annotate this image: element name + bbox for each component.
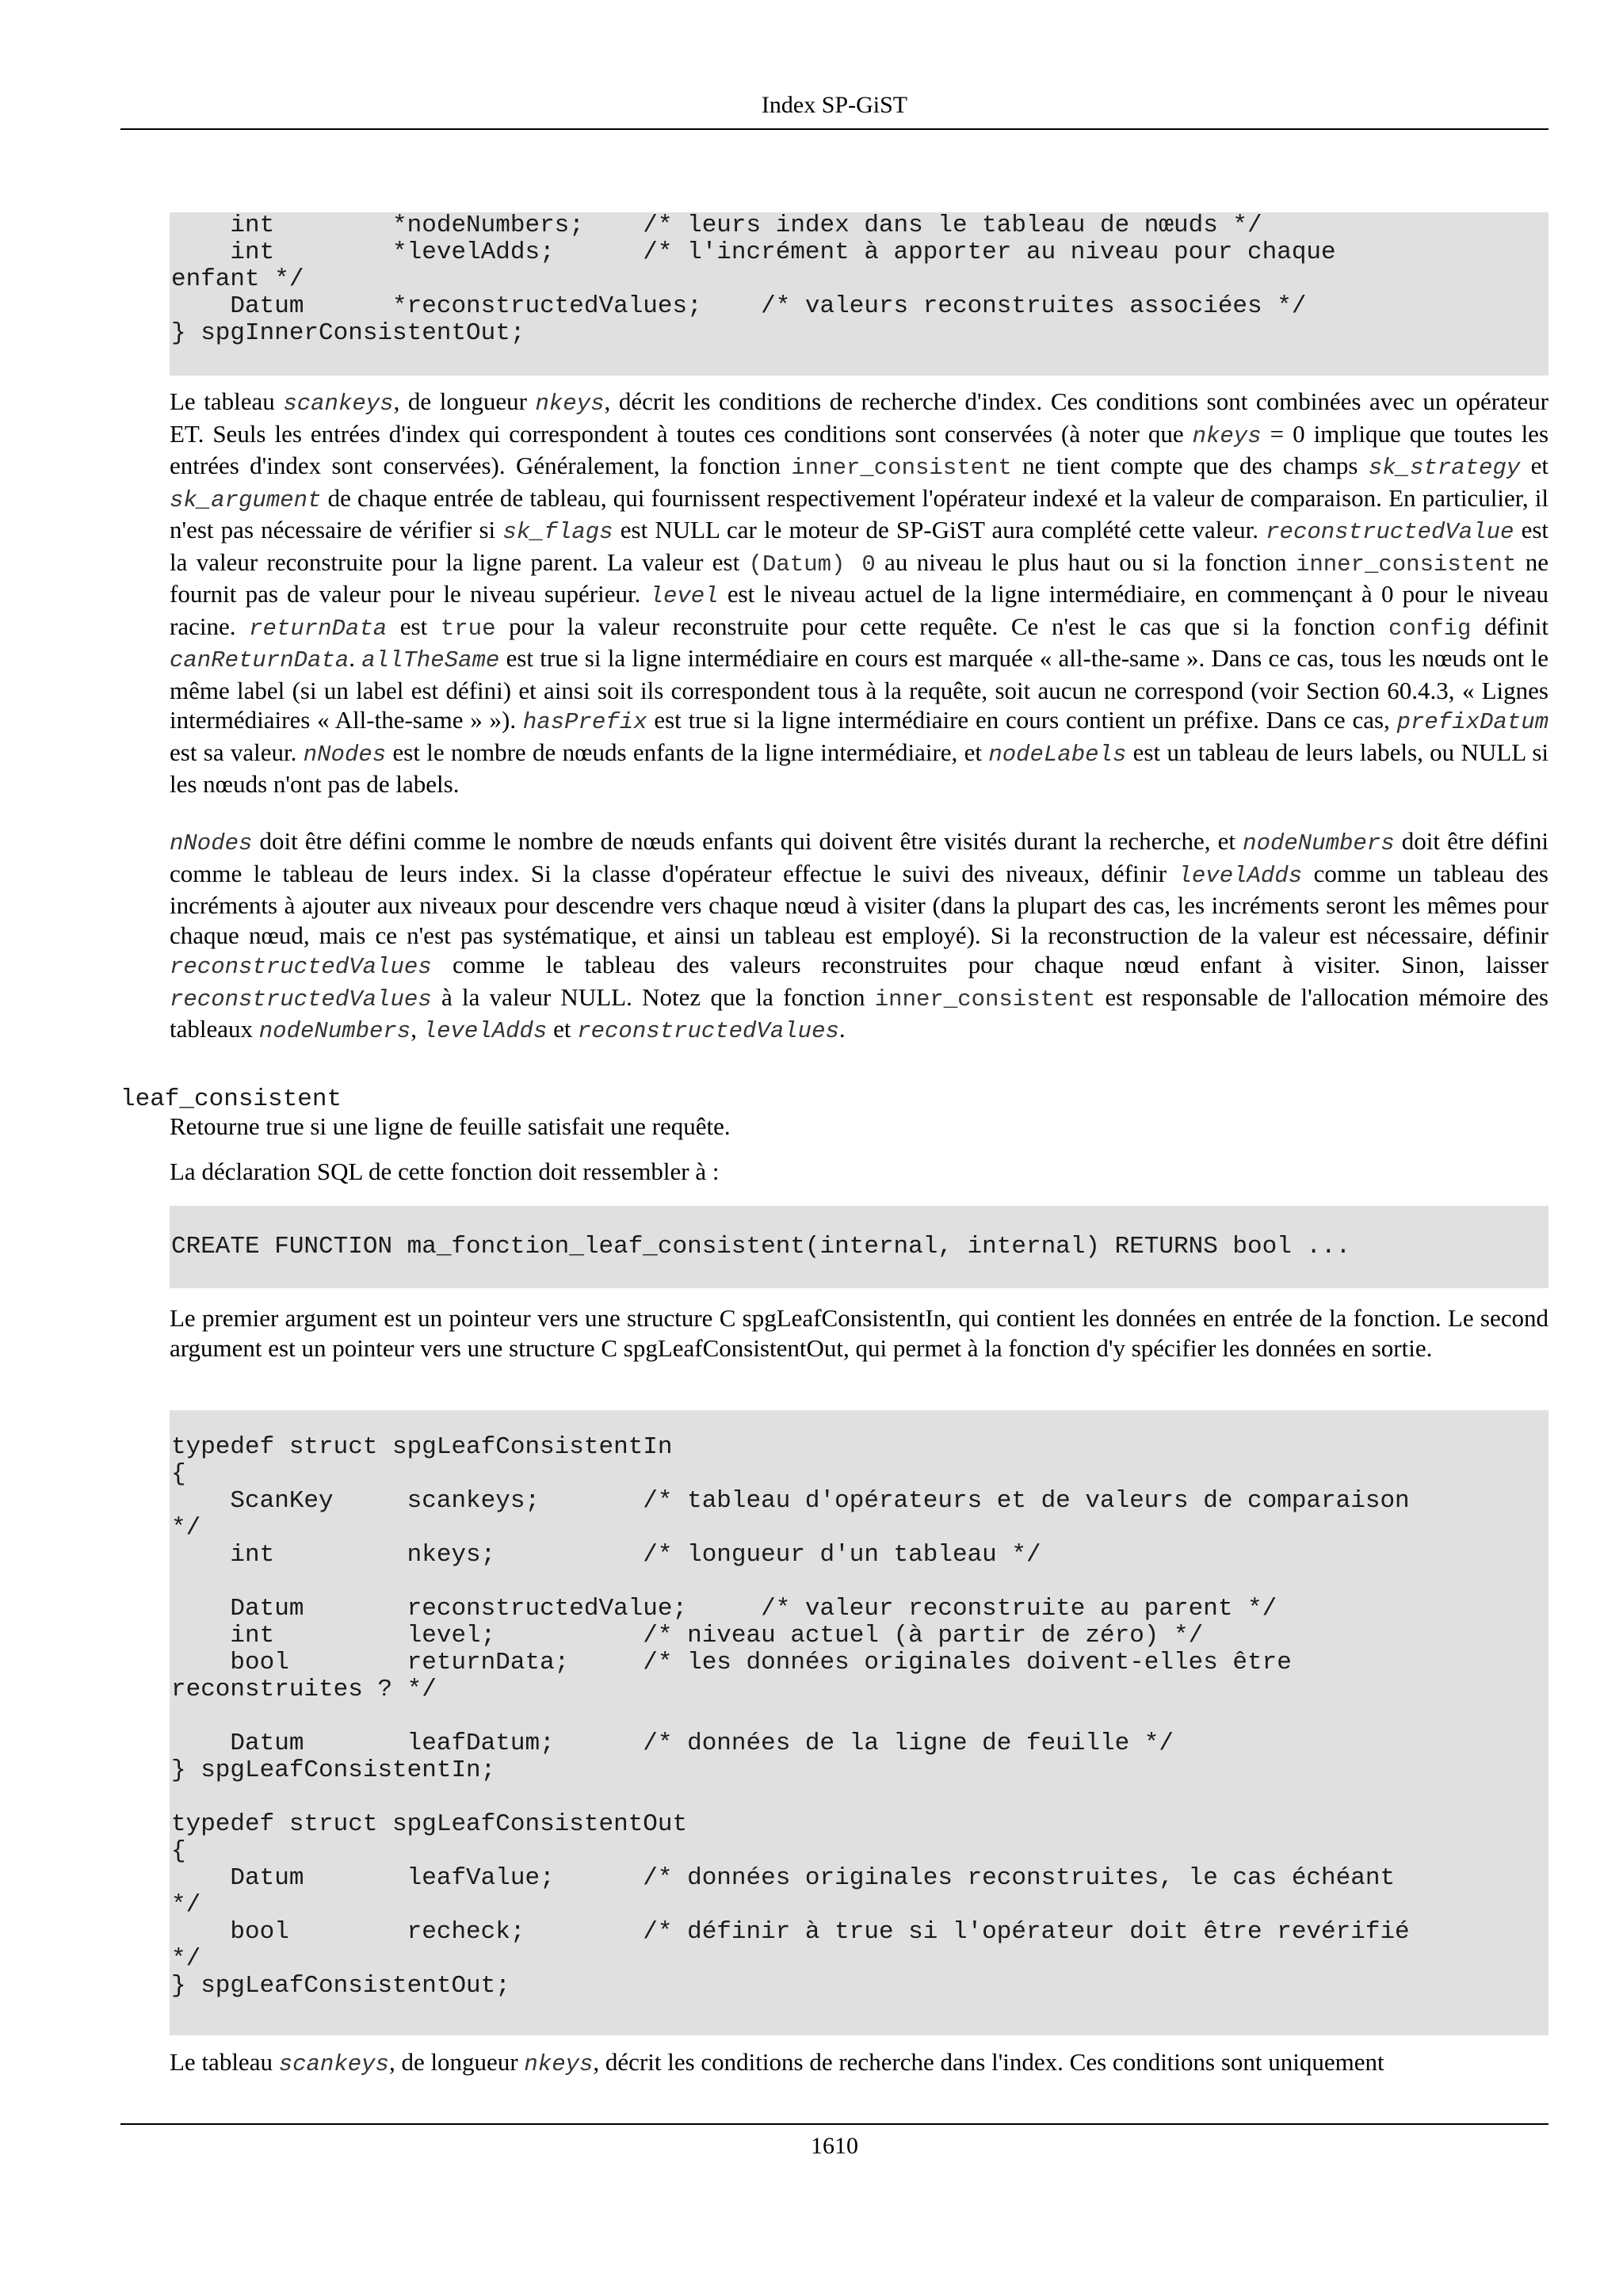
code-inner-consistent: inner_consistent	[1295, 551, 1517, 578]
var-prefix-datum: prefixDatum	[1396, 709, 1549, 735]
code-inner-consistent: inner_consistent	[874, 986, 1096, 1013]
var-node-numbers: nodeNumbers	[1243, 830, 1395, 856]
var-nkeys: nkeys	[535, 391, 605, 417]
code-block-leaf-consistent-structs: typedef struct spgLeafConsistentIn { ScanKey scankeys; /* tableau d'opérateurs et de valeurs de comparaison */ int nkeys; /* longueur d'un tableau */ Datum reconstructedValue; /* valeur reconstruite au parent */ int level; /* niveau actuel (à partir de zéro) */ bool returnData; /* les données originales doivent-elles être reconstruites ? */ Datum leafDatum; /* données de la ligne de feuille */ } spgLeafConsistentIn; typedef struct spgLeafConsistentOut { Datum leafValue; /* données originales reconstruites, le cas échéant */ bool recheck; /* définir à true si l'opérateur doit être revérifié */ } spgLeafConsistentOut;	[170, 1410, 1549, 2035]
term-leaf-consistent: leaf_consistent	[120, 1085, 342, 1113]
var-sk-strategy: sk_strategy	[1368, 455, 1521, 481]
var-reconstructed-values: reconstructedValues	[170, 986, 432, 1013]
code-block-create-function: CREATE FUNCTION ma_fonction_leaf_consistent(internal, internal) RETURNS bool ...	[170, 1206, 1549, 1288]
paragraph-sql-declaration: La déclaration SQL de cette fonction doit ressembler à :	[170, 1158, 720, 1185]
page-header	[120, 92, 1549, 130]
paragraph-leaf-arguments: Le premier argument est un pointeur vers une structure C spgLeafConsistentIn, qui contient les données en entrée de la fonction. Le second argument est un pointeur vers une structure C spgLeafConsistentOut, qui permet à la fonction d'y spécifier les données en sortie.	[170, 1304, 1549, 1362]
var-nkeys: nkeys	[524, 2051, 594, 2077]
var-scankeys: scankeys	[283, 391, 394, 417]
var-sk-flags: sk_flags	[502, 519, 613, 545]
paragraph-scankeys-inner: Le tableau scankeys, de longueur nkeys, décrit les conditions de recherche d'index. Ces conditions sont combinées avec un opérateur ET. Seuls les entrées d'index qui correspondent à toutes ces conditions sont conservées (à noter que nkeys = 0 implique que toutes les entrées d'index sont conservées). Généralement, la fonction inner_consistent ne tient compte que des champs sk_strategy et sk_argument de chaque entrée de tableau, qui fournissent respectivement l'opérateur indexé et la valeur de comparaison. En particulier, il n'est pas nécessaire de vérifier si sk_flags est NULL car le moteur de SP-GiST aura complété cette valeur. reconstructedValue est la valeur reconstruite pour la ligne parent. La valeur est (Datum) 0 au niveau le plus haut ou si la fonction inner_consistent ne fournit pas de valeur pour le niveau supérieur. level est le niveau actuel de la ligne intermédiaire, en commençant à 0 pour le niveau racine. returnData est true pour la valeur reconstruite pour cette requête. Ce n'est le cas que si la fonction config définit canReturnData. allTheSame est true si la ligne intermédiaire en cours est marquée « all-the-same ». Dans ce cas, tous les nœuds ont le même label (si un label est défini) et ainsi soit ils correspondent tous à la requête, soit aucun ne correspond (voir Section 60.4.3, « Lignes intermédiaires « All-the-same » »). hasPrefix est true si la ligne intermédiaire en cours contient un préfixe. Dans ce cas, prefixDatum est sa valeur. nNodes est le nombre de nœuds enfants de la ligne intermédiaire, et nodeLabels est un tableau de leurs labels, ou NULL si les nœuds n'ont pas de labels.	[170, 387, 1549, 798]
code-inner-consistent: inner_consistent	[791, 455, 1012, 481]
var-node-labels: nodeLabels	[988, 741, 1127, 768]
var-reconstructed-values: reconstructedValues	[577, 1018, 839, 1044]
code-datum-zero: (Datum) 0	[748, 551, 876, 578]
var-reconstructed-values: reconstructedValues	[170, 954, 432, 980]
page-footer	[120, 2123, 1549, 2160]
var-level-adds: levelAdds	[422, 1018, 548, 1044]
paragraph-leaf-description: Retourne true si une ligne de feuille satisfait une requête.	[170, 1112, 731, 1140]
code-true: true	[440, 615, 496, 642]
var-level-adds: levelAdds	[1178, 862, 1303, 889]
var-node-numbers: nodeNumbers	[258, 1018, 411, 1044]
var-return-data: returnData	[249, 615, 388, 642]
paragraph-scankeys-leaf: Le tableau scankeys, de longueur nkeys, décrit les conditions de recherche dans l'index. Ces conditions sont uniquement	[170, 2048, 1384, 2077]
var-can-return-data: canReturnData	[170, 647, 349, 673]
code-config: config	[1388, 615, 1472, 642]
var-all-the-same: allTheSame	[361, 647, 500, 673]
var-nnodes: nNodes	[303, 741, 387, 768]
code-block-inner-consistent-out: int *nodeNumbers; /* leurs index dans le tableau de nœuds */ int *levelAdds; /* l'incrément à apporter au niveau pour chaque enfant */ Datum *reconstructedValues; /* valeurs reconstruites associées */ } spgInnerConsistentOut;	[170, 212, 1549, 376]
var-reconstructed-value: reconstructedValue	[1266, 519, 1514, 545]
var-has-prefix: hasPrefix	[522, 709, 647, 735]
var-nnodes: nNodes	[170, 830, 253, 856]
header-title: Index SP-GiST	[761, 92, 908, 118]
page-number: 1610	[811, 2133, 858, 2159]
var-level: level	[649, 583, 719, 609]
paragraph-nnodes: nNodes doit être défini comme le nombre de nœuds enfants qui doivent être visités durant la recherche, et nodeNumbers doit être défini comme le tableau de leurs index. Si la classe d'opérateur effectue le suivi des niveaux, définir levelAdds comme un tableau des incréments à ajouter aux niveaux pour descendre vers chaque nœud à visiter (dans la plupart des cas, les incréments seront les mêmes pour chaque nœud, mais ce n'est pas systématique, et ainsi un tableau est employé). Si la reconstruction de la valeur est nécessaire, définir reconstructedValues comme le tableau des valeurs reconstruites pour chaque nœud enfant à visiter. Sinon, laisser reconstructedValues à la valeur NULL. Notez que la fonction inner_consistent est responsable de l'allocation mémoire des tableaux nodeNumbers, levelAdds et reconstructedValues.	[170, 827, 1549, 1044]
var-nkeys: nkeys	[1192, 422, 1262, 449]
var-sk-argument: sk_argument	[170, 486, 322, 513]
var-scankeys: scankeys	[278, 2051, 389, 2077]
